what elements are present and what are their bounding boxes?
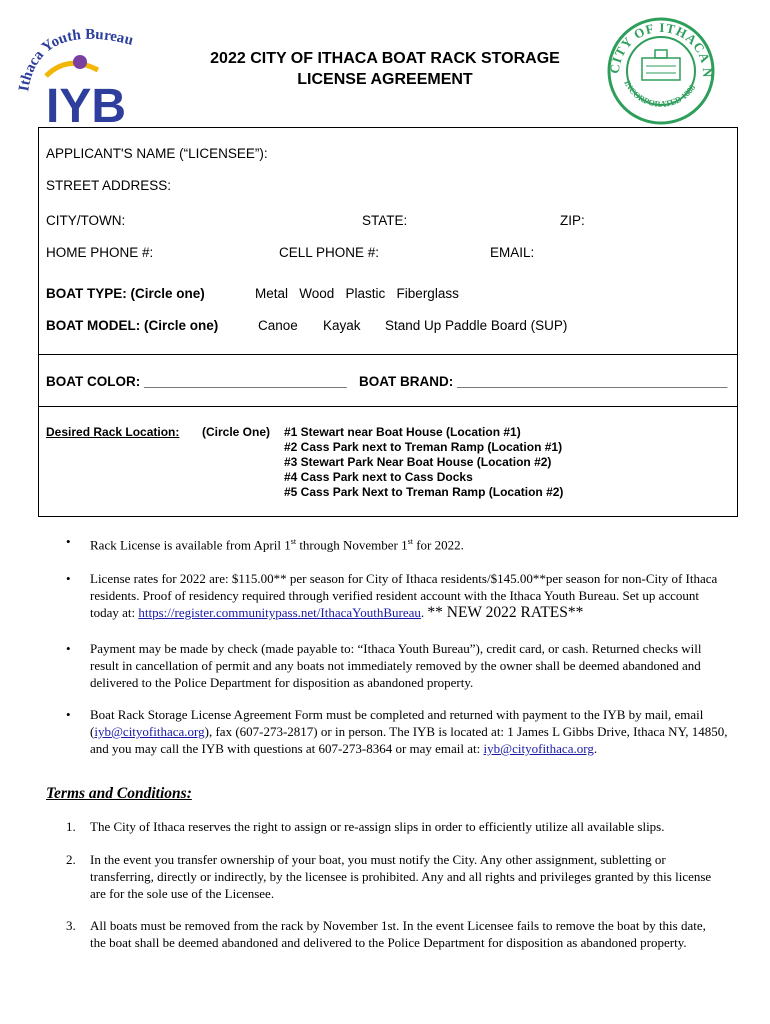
bullet-dot: •	[66, 641, 71, 656]
city-town-field[interactable]: CITY/TOWN:	[46, 213, 126, 228]
term-text: The City of Ithaca reserves the right to assign or re-assign slips in order to efficiently utilize all available slips.	[90, 819, 665, 834]
iyb-logo-initials: IYB	[46, 80, 127, 124]
term-text: In the event you transfer ownership of your boat, you must notify the City. Any other assignment, subletting or transferring, directly or indirectly, by the licensee is prohibited. Any and all rights and privileges granted by this license are for the sole use of the Licensee.	[90, 852, 712, 901]
bullet-text: License rates for 2022 are: $115.00** per season for City of Ithaca residents/$145.00**per season for non-City of Ithaca residents. Proof of residency required through verified resident account with the Ithaca Youth Bureau. Set up account today at:	[90, 571, 718, 620]
bullet-text: .	[593, 741, 598, 756]
zip-field[interactable]: ZIP:	[560, 213, 585, 228]
bullet-text: ), fax (607-273-2817) or in person. The IYB is located at: 1 James L Gibbs Drive, Ithaca NY, 14850, and you may call the IYB with questions at 607-273-8364 or may email at:	[90, 724, 728, 756]
bullet-dot: •	[66, 707, 71, 722]
rack-location-label: Desired Rack Location:	[46, 425, 180, 439]
title-line-2: LICENSE AGREEMENT	[297, 71, 473, 88]
home-phone-field[interactable]: HOME PHONE #:	[46, 245, 154, 260]
iyb-logo-text: Ithaca Youth Bureau	[16, 26, 135, 93]
bullet-text: through November 1	[296, 537, 408, 553]
terms-heading: Terms and Conditions:	[46, 785, 192, 802]
email-field[interactable]: EMAIL:	[490, 245, 535, 260]
term-number: 2.	[66, 852, 76, 867]
bullet-text: Payment may be made by check (made payable to: “Ithaca Youth Bureau”), credit card, or cash. Returned checks will result in cancellation of permit and any boats not immediately removed by the owner shall be deemed abandoned and delivered to the Police Department for disposition as abandoned property.	[90, 641, 702, 690]
boat-model-label: BOAT MODEL: (Circle one)	[46, 318, 219, 333]
term-number: 3.	[66, 918, 76, 933]
boat-model-kayak[interactable]: Kayak	[323, 318, 361, 333]
rack-circle-one: (Circle One)	[202, 425, 271, 439]
bullet-text: Boat Rack Storage License Agreement Form must be completed and returned with payment to the IYB by mail, email (	[90, 707, 704, 739]
term-text: All boats must be removed from the rack by November 1st. In the event Licensee fails to remove the boat by this date, the boat shall be deemed abandoned and delivered to the Police Department for disposition as abandoned property.	[90, 918, 706, 950]
svg-text:CITY OF ITHACA N.Y.	[606, 16, 715, 78]
seal-text-top: CITY OF ITHACA N	[606, 19, 716, 79]
title-line-1: 2022 CITY OF ITHACA BOAT RACK STORAGE	[210, 50, 560, 67]
new-rates-note: ** NEW 2022 RATES**	[427, 604, 584, 621]
boat-model-sup[interactable]: Stand Up Paddle Board (SUP)	[385, 318, 568, 333]
boat-brand-field[interactable]: BOAT BRAND: ____________________________________	[359, 374, 728, 389]
bullet-text: .	[420, 605, 428, 620]
rack-option-3[interactable]: #3 Stewart Park Near Boat House (Location #2)	[284, 455, 552, 469]
cell-phone-field[interactable]: CELL PHONE #:	[279, 245, 380, 260]
boat-color-field[interactable]: BOAT COLOR: ___________________________	[46, 374, 347, 389]
registration-link[interactable]: https://register.communitypass.net/IthacaYouthBureau	[138, 605, 421, 620]
rack-option-5[interactable]: #5 Cass Park Next to Treman Ramp (Location #2)	[284, 485, 564, 499]
rack-option-1[interactable]: #1 Stewart near Boat House (Location #1)	[284, 425, 521, 439]
bullet-text: for 2022.	[412, 537, 464, 553]
city-seal	[606, 16, 716, 126]
term-number: 1.	[66, 819, 76, 834]
svg-text:INCORPORATED 1888	[622, 79, 697, 109]
superscript: st	[290, 537, 297, 546]
state-field[interactable]: STATE:	[362, 213, 408, 228]
street-address-field[interactable]: STREET ADDRESS:	[46, 178, 172, 193]
rack-option-2[interactable]: #2 Cass Park next to Treman Ramp (Location #1)	[284, 440, 563, 454]
email-link[interactable]: iyb@cityofithaca.org	[94, 724, 205, 739]
boat-model-canoe[interactable]: Canoe	[258, 318, 298, 333]
boat-type-label: BOAT TYPE: (Circle one)	[46, 286, 205, 301]
superscript: st	[407, 537, 413, 546]
bullet-dot: •	[66, 571, 71, 586]
boat-type-options[interactable]: Metal Wood Plastic Fiberglass	[255, 286, 459, 301]
divider	[39, 406, 737, 407]
seal-text-bottom: INCORPORATED 1888	[622, 78, 698, 109]
rack-option-4[interactable]: #4 Cass Park next to Cass Docks	[284, 470, 473, 484]
bullet-dot: •	[66, 534, 71, 549]
application-form	[38, 127, 738, 517]
divider	[39, 354, 737, 355]
applicant-name-field[interactable]: APPLICANT'S NAME (“LICENSEE”):	[46, 146, 268, 161]
email-link[interactable]: iyb@cityofithaca.org	[483, 741, 594, 756]
bullet-text: Rack License is available from April 1	[90, 537, 291, 553]
